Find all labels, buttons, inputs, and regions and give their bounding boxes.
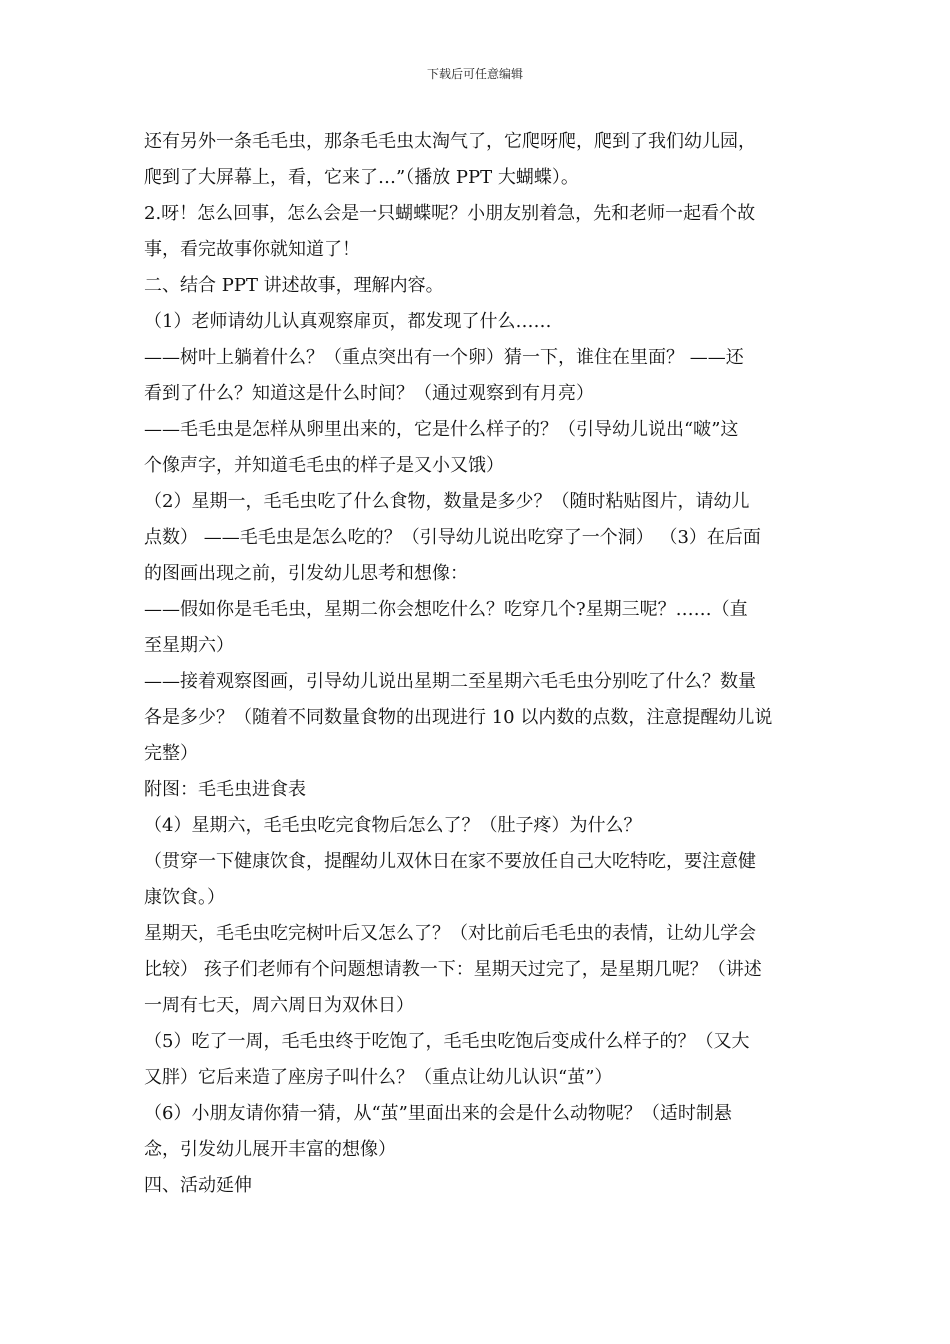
- text-line: （2）星期一，毛毛虫吃了什么食物，数量是多少？（随时粘贴图片，请幼儿: [144, 491, 750, 512]
- text-line: 比较） 孩子们老师有个问题想请教一下：星期天过完了，是星期几呢？（讲述: [144, 959, 762, 980]
- text-line: 康饮食。）: [144, 887, 225, 908]
- text-line: ——接着观察图画，引导幼儿说出星期二至星期六毛毛虫分别吃了什么？数量: [144, 671, 756, 692]
- text-line: 至星期六）: [144, 635, 234, 656]
- section-heading: 四、活动延伸: [144, 1175, 252, 1196]
- text-line: （4）星期六，毛毛虫吃完食物后怎么了？（肚子疼）为什么？: [144, 815, 642, 836]
- text-line: （5）吃了一周，毛毛虫终于吃饱了，毛毛虫吃饱后变成什么样子的？（又大: [144, 1031, 750, 1052]
- text-line: 2.呀！怎么回事，怎么会是一只蝴蝶呢？小朋友别着急，先和老师一起看个故: [144, 203, 756, 224]
- text-line: ——假如你是毛毛虫，星期二你会想吃什么？吃穿几个?星期三呢？……（直: [144, 599, 748, 620]
- text-line: 的图画出现之前，引发幼儿思考和想像：: [144, 563, 468, 584]
- text-line: 个像声字，并知道毛毛虫的样子是又小又饿）: [144, 455, 504, 476]
- text-line: 事，看完故事你就知道了！: [144, 239, 360, 260]
- text-line: 点数） ——毛毛虫是怎么吃的？（引导幼儿说出吃穿了一个洞） （3）在后面: [144, 527, 761, 548]
- section-heading: 二、结合 PPT 讲述故事，理解内容。: [144, 275, 444, 296]
- text-line: 看到了什么？知道这是什么时间？（通过观察到有月亮）: [144, 383, 594, 404]
- text-line: 还有另外一条毛毛虫，那条毛毛虫太淘气了，它爬呀爬，爬到了我们幼儿园，: [144, 131, 756, 152]
- text-line: ——树叶上躺着什么？（重点突出有一个卵）猜一下，谁住在里面？ ——还: [144, 347, 744, 368]
- page-header: 下载后可任意编辑: [426, 67, 523, 81]
- text-line: 又胖）它后来造了座房子叫什么？（重点让幼儿认识“茧”）: [144, 1067, 613, 1088]
- text-line: 一周有七天，周六周日为双休日）: [144, 995, 414, 1016]
- text-line: （6）小朋友请你猜一猜，从“茧”里面出来的会是什么动物呢？（适时制悬: [144, 1103, 732, 1124]
- text-line: （贯穿一下健康饮食，提醒幼儿双休日在家不要放任自己大吃特吃，要注意健: [144, 851, 756, 872]
- text-line: 星期天，毛毛虫吃完树叶后又怎么了？（对比前后毛毛虫的表情，让幼儿学会: [144, 923, 756, 944]
- text-line: ——毛毛虫是怎样从卵里出来的，它是什么样子的？（引导幼儿说出“啵”这: [144, 419, 739, 440]
- text-line: 完整）: [144, 743, 198, 764]
- text-line: 附图：毛毛虫进食表: [144, 779, 306, 800]
- text-line: （1）老师请幼儿认真观察扉页，都发现了什么……: [144, 311, 552, 332]
- text-line: 念，引发幼儿展开丰富的想像）: [144, 1139, 396, 1160]
- text-line: 各是多少？（随着不同数量食物的出现进行 10 以内数的点数，注意提醒幼儿说: [144, 707, 773, 728]
- document-body: [144, 124, 810, 1204]
- text-line: 爬到了大屏幕上，看，它来了…”（播放 PPT 大蝴蝶）。: [144, 167, 579, 188]
